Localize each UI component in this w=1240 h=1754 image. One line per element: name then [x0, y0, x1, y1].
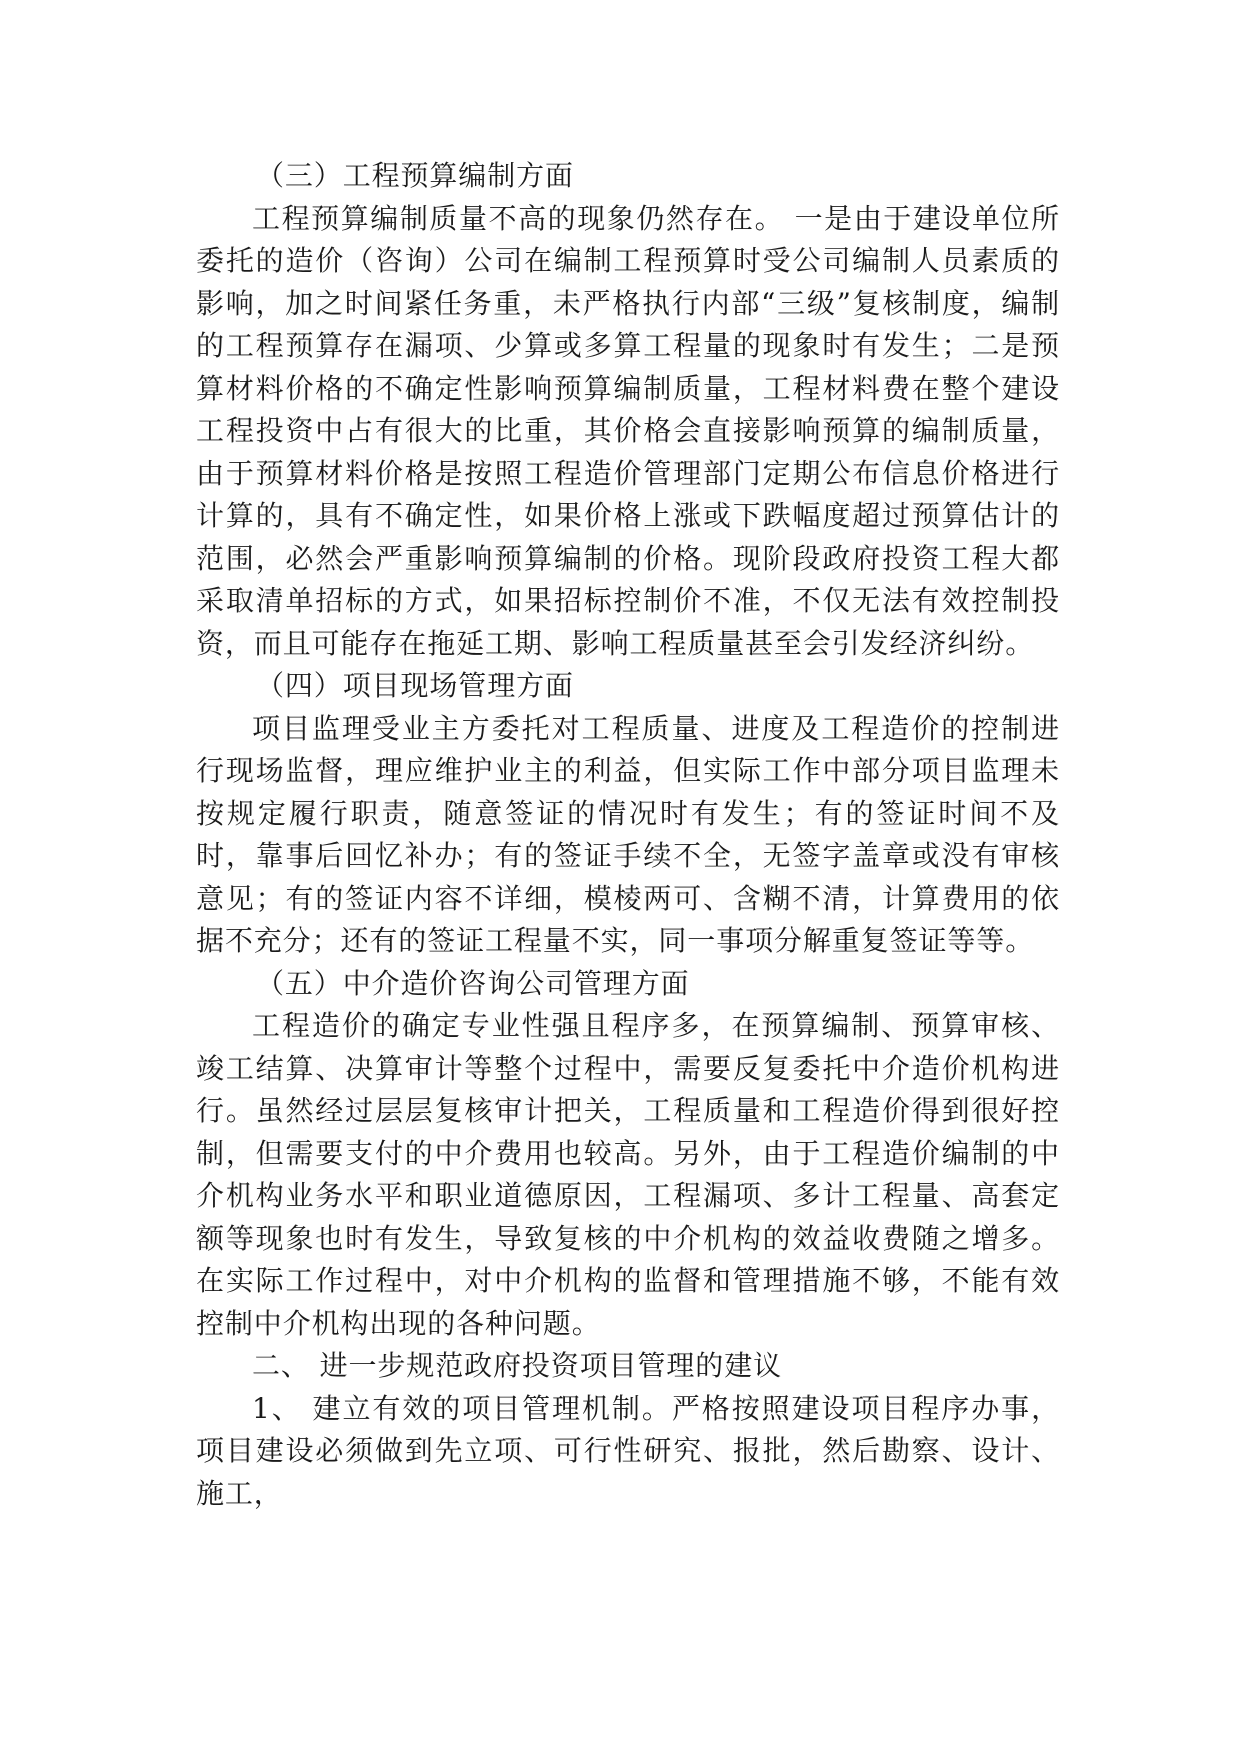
section-heading-4: （四）项目现场管理方面: [256, 669, 574, 702]
body-paragraph: 项目监理受业主方委托对工程质量、进度及工程造价的控制进行现场监督，理应维护业主的利益，但实际工作中部分项目监理未按规定履行职责，随意签证的情况时有发生；有的签证时间不及时，靠事后回忆补办；有的签证手续不全，无签字盖章或没有审核意见；有的签证内容不详细，模棱两可、含糊不清，计算费用的依据不充分；还有的签证工程量不实，同一事项分解重复签证等等。: [196, 711, 1060, 957]
section-heading-5: （五）中介造价咨询公司管理方面: [256, 966, 690, 1000]
part-heading-2: 二、 进一步规范政府投资项目管理的建议: [252, 1349, 783, 1382]
body-paragraph: 工程造价的确定专业性强且程序多，在预算编制、预算审核、竣工结算、决算审计等整个过程中，需要反复委托中介造价机构进行。虽然经过层层复核审计把关，工程质量和工程造价得到很好控制，但需要支付的中介费用也较高。另外，由于工程造价编制的中介机构业务水平和职业道德原因，工程漏项、多计工程量、高套定额等现象也时有发生，导致复核的中介机构的效益收费随之增多。在实际工作过程中，对中介机构的监督和管理措施不够，不能有效控制中介机构出现的各种问题。: [196, 1009, 1060, 1340]
body-paragraph: 1、 建立有效的项目管理机制。严格按照建设项目程序办事，项目建设必须做到先立项、可行性研究、报批，然后勘察、设计、施工，: [196, 1391, 1060, 1510]
section-heading-3: （三）工程预算编制方面: [256, 159, 574, 192]
document-body: [196, 155, 1060, 1515]
body-paragraph: 工程预算编制质量不高的现象仍然存在。 一是由于建设单位所委托的造价（咨询）公司在编制工程预算时受公司编制人员素质的影响，加之时间紧任务重，未严格执行内部“三级”复核制度，编制的工程预算存在漏项、少算或多算工程量的现象时有发生；二是预算材料价格的不确定性影响预算编制质量，工程材料费在整个建设工程投资中占有很大的比重，其价格会直接影响预算的编制质量，由于预算材料价格是按照工程造价管理部门定期公布信息价格进行计算的，具有不确定性，如果价格上涨或下跌幅度超过预算估计的范围，必然会严重影响预算编制的价格。现阶段政府投资工程大都采取清单招标的方式，如果招标控制价不准，不仅无法有效控制投资，而且可能存在拖延工期、影响工程质量甚至会引发经济纠纷。: [196, 201, 1060, 660]
